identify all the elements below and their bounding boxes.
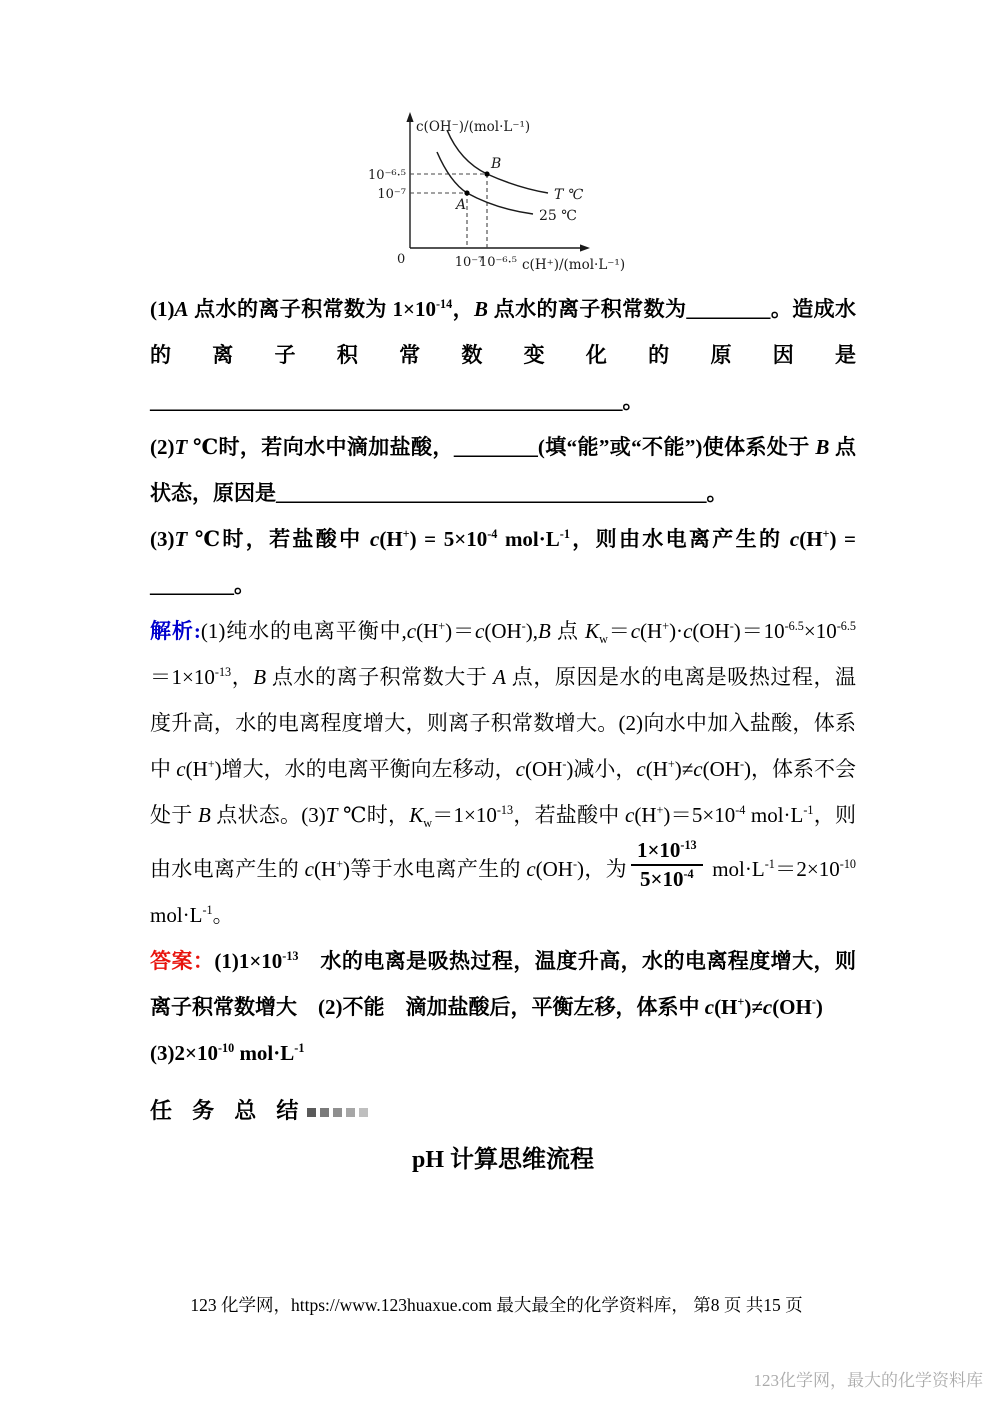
analysis-paragraph <box>150 608 856 938</box>
curve-25-label: 25 ℃ <box>539 208 577 224</box>
answer-label: 答案： <box>150 949 215 974</box>
guide-lines-b <box>410 174 487 248</box>
y-axis-arrow-icon <box>406 112 413 122</box>
y-tick-upper: 10⁻⁶·⁵ <box>368 168 406 183</box>
y-axis-label: c(OH⁻)/(mol·L⁻¹) <box>416 119 531 135</box>
question-2-text: (2)T ℃时，若向水中滴加盐酸，________(填“能”或“不能”)使体系处于 B 点状态，原因是_________________________________________。 <box>150 435 856 505</box>
x-tick-right: 10⁻⁶·⁵ <box>479 255 517 270</box>
point-b-label: B <box>491 156 502 172</box>
ion-product-figure <box>340 106 672 282</box>
point-a <box>464 190 469 195</box>
section-heading: pH 计算思维流程 <box>411 1147 594 1174</box>
x-axis-arrow-icon <box>580 244 590 251</box>
site-watermark: 123化学网，最大的化学资料库 <box>753 1371 983 1390</box>
question-3 <box>150 516 856 608</box>
analysis-label: 解析: <box>150 619 201 643</box>
page-footer: 123 化学网，https://www.123huaxue.com 最大最全的化学资料库， 第8 页 共15 页 <box>190 1295 803 1315</box>
curve-t-label: T ℃ <box>554 187 584 203</box>
point-a-label: A <box>456 197 467 213</box>
chart-svg <box>340 106 672 282</box>
question-1 <box>150 286 856 424</box>
task-summary-label: 任 务 总 结 <box>150 1098 306 1124</box>
y-tick-lower: 10⁻⁷ <box>377 187 406 202</box>
answer-paragraph <box>150 938 856 1076</box>
x-tick-left: 10⁻⁷ <box>454 255 484 270</box>
answer-body: $(1)1\times 10^{-13}$ 水的电离是吸热过程，温度升高，水的电离程度增大，则离子积常数增大 (2)不能 滴加盐酸后，平衡左移，体系中 c(H+)≠c(OH-) $(3)2\times 10^{-10}$ $mol\cdot L^{-1}$ <box>150 949 857 1066</box>
text-column <box>150 286 856 1174</box>
question-3-text: (3)T ℃时，若盐酸中 $c(H^+) = 5\times 10^{-4}$ $mol\cdot L^{-1}$，则由水电离产生的 c(H+) = ________。 <box>150 527 857 597</box>
task-summary-row <box>150 1094 856 1125</box>
point-b <box>484 171 489 176</box>
origin-label: 0 <box>397 252 406 267</box>
analysis-body: (1)纯水的电离平衡中,c(H+)＝c(OH-),B 点 $K_w=c(H^+)\cdot c(OH^-)=10^{-6.5}\times 10^{-6.5}=1\times 10^{-13}$，B 点水的离子积常数大于 A 点，原因是水的电离是吸热过程，温度升高，水的电离程度增大，则离子积常数增大。(2)向水中加入盐酸，体系中 c(H+)增大，水的电离平衡向左移动，c(OH-)减小，c(H+)≠c(OH-)，体系不会处于 B 点状态。(3)T ℃时，$K_w=1\times 10^{-13}$，若盐酸中 $c(H^+)=5\times 10^{-4}$ $mol\cdot L^{-1}$，则由水电离产生的 c(H+)等于水电离产生的 c(OH-)，为 $\frac{1\times 10^{-13}}{5\times 10^{-4}}$ $mol\cdot L^{-1}=2\times 10^{-10}$ $mol\cdot L^{-1}$。 <box>150 619 857 928</box>
x-axis-label: c(H⁺)/(mol·L⁻¹) <box>522 257 626 273</box>
summary-squares-icon <box>307 1098 372 1123</box>
question-1-text: (1)A 点水的离子积常数为 $1\times 10^{-14}$，B 点水的离子积常数为________。造成水的离子积常数变化的原因是_____________________________________________。 <box>150 297 857 413</box>
curve-25-celsius <box>437 152 533 214</box>
question-2 <box>150 424 856 516</box>
